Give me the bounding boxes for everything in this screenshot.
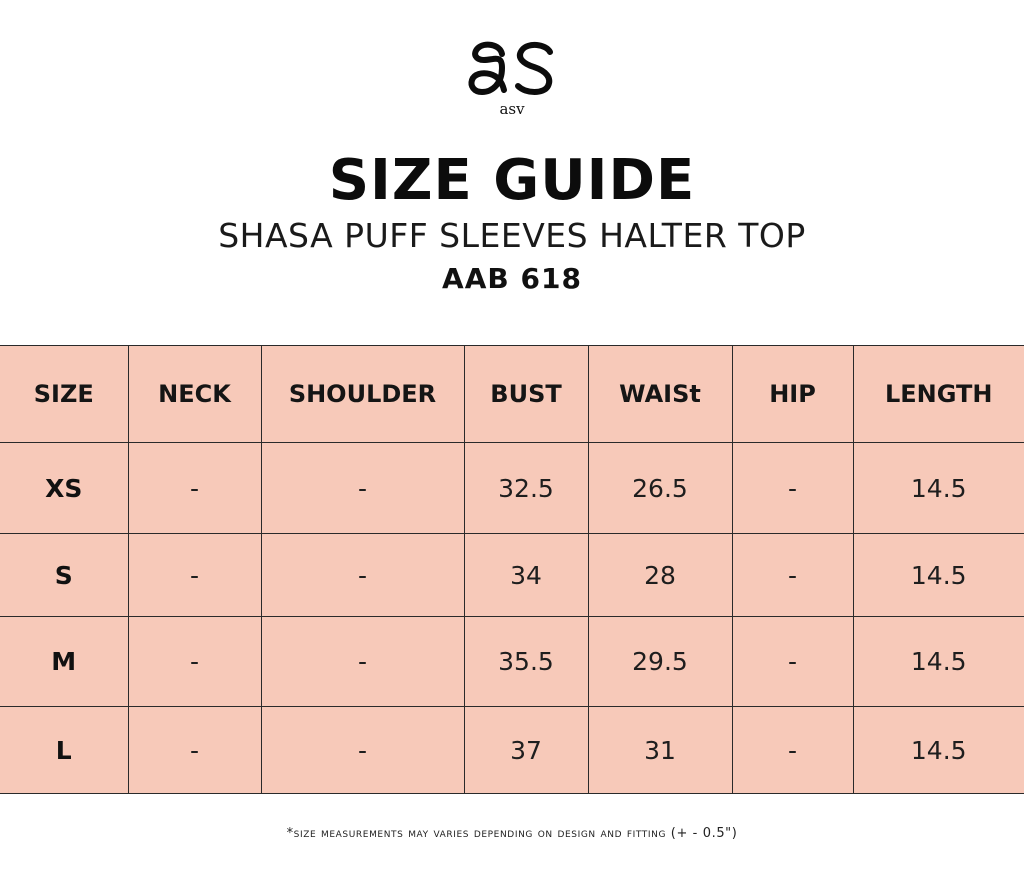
size-label: S (0, 534, 128, 617)
header-shoulder: SHOULDER (261, 346, 464, 443)
table-header-row (0, 346, 1024, 443)
hip-value: - (732, 707, 853, 794)
neck-value: - (128, 534, 261, 617)
hip-value: - (732, 443, 853, 534)
product-name: SHASA PUFF SLEEVES HALTER TOP (218, 216, 806, 255)
neck-value: - (128, 617, 261, 707)
bust-value: 32.5 (464, 443, 588, 534)
shoulder-value: - (261, 707, 464, 794)
header-waist: WAISt (588, 346, 732, 443)
table-row (0, 534, 1024, 617)
header-length: LENGTH (853, 346, 1024, 443)
waist-value: 31 (588, 707, 732, 794)
bust-value: 37 (464, 707, 588, 794)
size-label: XS (0, 443, 128, 534)
length-value: 14.5 (853, 617, 1024, 707)
length-value: 14.5 (853, 443, 1024, 534)
waist-value: 26.5 (588, 443, 732, 534)
neck-value: - (128, 707, 261, 794)
asv-logo-icon (462, 34, 562, 118)
table-row (0, 617, 1024, 707)
waist-value: 29.5 (588, 617, 732, 707)
size-label: L (0, 707, 128, 794)
neck-value: - (128, 443, 261, 534)
header-neck: NECK (128, 346, 261, 443)
shoulder-value: - (261, 617, 464, 707)
header-bust: BUST (464, 346, 588, 443)
shoulder-value: - (261, 534, 464, 617)
table-row (0, 443, 1024, 534)
length-value: 14.5 (853, 707, 1024, 794)
size-table (0, 345, 1024, 794)
size-label: M (0, 617, 128, 707)
header-size: SIZE (0, 346, 128, 443)
length-value: 14.5 (853, 534, 1024, 617)
waist-value: 28 (588, 534, 732, 617)
header-hip: HIP (732, 346, 853, 443)
footnote: *size measurements may varies depending on design and fitting (+ - 0.5") (286, 826, 738, 841)
shoulder-value: - (261, 443, 464, 534)
table-row (0, 707, 1024, 794)
hip-value: - (732, 534, 853, 617)
bust-value: 34 (464, 534, 588, 617)
hip-value: - (732, 617, 853, 707)
page-title: SIZE GUIDE (328, 148, 696, 213)
bust-value: 35.5 (464, 617, 588, 707)
logo-text: asv (499, 100, 525, 118)
brand-logo (462, 34, 562, 118)
product-code: AAB 618 (442, 262, 582, 295)
